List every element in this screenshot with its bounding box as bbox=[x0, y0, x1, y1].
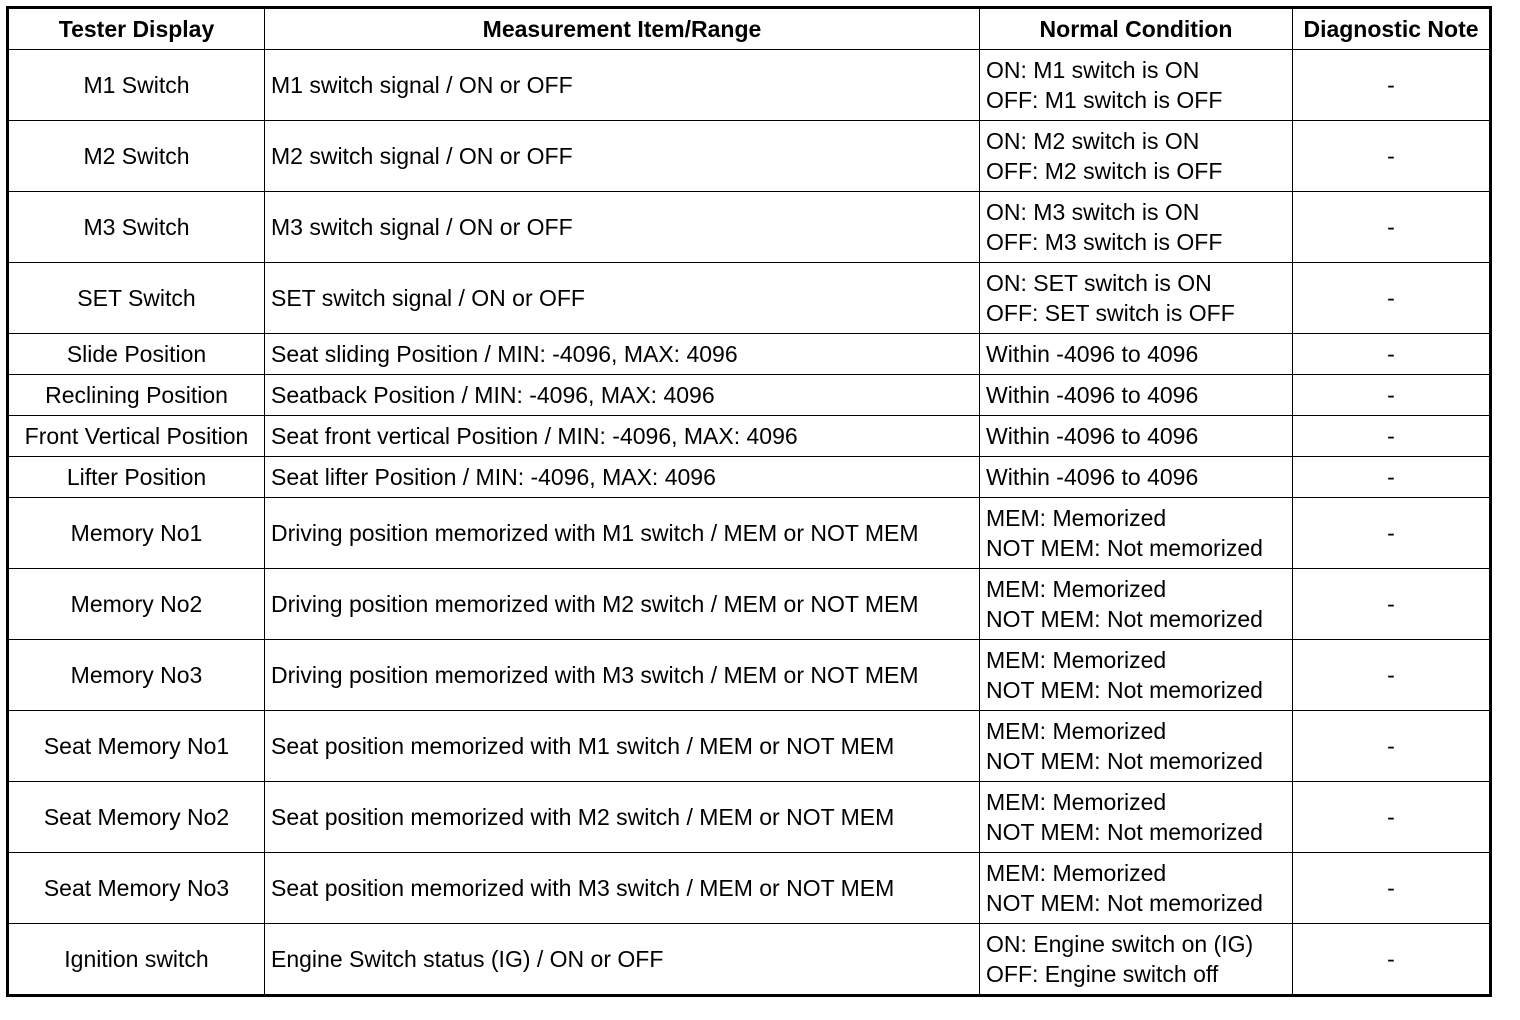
cell-diagnostic-note: - bbox=[1293, 263, 1491, 334]
cell-tester-display: Reclining Position bbox=[8, 375, 265, 416]
cell-measurement-item: Seat lifter Position / MIN: -4096, MAX: 4096 bbox=[265, 457, 980, 498]
cell-tester-display: M2 Switch bbox=[8, 121, 265, 192]
header-diagnostic-note: Diagnostic Note bbox=[1293, 8, 1491, 50]
condition-line-1: Within -4096 to 4096 bbox=[986, 464, 1199, 490]
condition-line-2: NOT MEM: Not memorized bbox=[986, 677, 1263, 703]
cell-tester-display: SET Switch bbox=[8, 263, 265, 334]
cell-measurement-item: M2 switch signal / ON or OFF bbox=[265, 121, 980, 192]
table-row bbox=[8, 853, 1491, 924]
cell-tester-display: Seat Memory No2 bbox=[8, 782, 265, 853]
cell-normal-condition bbox=[980, 192, 1293, 263]
cell-tester-display: Seat Memory No1 bbox=[8, 711, 265, 782]
cell-measurement-item: Seat position memorized with M1 switch / MEM or NOT MEM bbox=[265, 711, 980, 782]
table-row bbox=[8, 498, 1491, 569]
cell-tester-display: Memory No2 bbox=[8, 569, 265, 640]
header-tester-display: Tester Display bbox=[8, 8, 265, 50]
cell-tester-display: Front Vertical Position bbox=[8, 416, 265, 457]
cell-diagnostic-note: - bbox=[1293, 50, 1491, 121]
cell-diagnostic-note: - bbox=[1293, 711, 1491, 782]
table-row bbox=[8, 263, 1491, 334]
condition-line-1: MEM: Memorized bbox=[986, 718, 1167, 744]
condition-line-1: ON: Engine switch on (IG) bbox=[986, 931, 1254, 957]
cell-tester-display: Ignition switch bbox=[8, 924, 265, 996]
condition-line-1: ON: M2 switch is ON bbox=[986, 128, 1200, 154]
header-row bbox=[8, 8, 1491, 50]
cell-tester-display: Memory No1 bbox=[8, 498, 265, 569]
cell-measurement-item: Seat position memorized with M2 switch / MEM or NOT MEM bbox=[265, 782, 980, 853]
cell-diagnostic-note: - bbox=[1293, 640, 1491, 711]
cell-normal-condition bbox=[980, 334, 1293, 375]
cell-measurement-item: SET switch signal / ON or OFF bbox=[265, 263, 980, 334]
cell-normal-condition bbox=[980, 569, 1293, 640]
condition-line-1: MEM: Memorized bbox=[986, 789, 1167, 815]
condition-line-2: NOT MEM: Not memorized bbox=[986, 535, 1263, 561]
condition-line-1: Within -4096 to 4096 bbox=[986, 382, 1199, 408]
cell-normal-condition bbox=[980, 457, 1293, 498]
table-row bbox=[8, 50, 1491, 121]
cell-normal-condition bbox=[980, 782, 1293, 853]
condition-line-2: OFF: M3 switch is OFF bbox=[986, 229, 1223, 255]
table-row bbox=[8, 640, 1491, 711]
cell-diagnostic-note: - bbox=[1293, 192, 1491, 263]
header-measurement-item: Measurement Item/Range bbox=[265, 8, 980, 50]
cell-diagnostic-note: - bbox=[1293, 782, 1491, 853]
cell-normal-condition bbox=[980, 263, 1293, 334]
table-row bbox=[8, 375, 1491, 416]
table-body bbox=[8, 50, 1491, 996]
condition-line-1: ON: M1 switch is ON bbox=[986, 57, 1200, 83]
condition-line-2: OFF: M2 switch is OFF bbox=[986, 158, 1223, 184]
condition-line-2: NOT MEM: Not memorized bbox=[986, 819, 1263, 845]
cell-measurement-item: Seat position memorized with M3 switch / MEM or NOT MEM bbox=[265, 853, 980, 924]
cell-diagnostic-note: - bbox=[1293, 121, 1491, 192]
cell-normal-condition bbox=[980, 416, 1293, 457]
cell-measurement-item: Driving position memorized with M2 switch / MEM or NOT MEM bbox=[265, 569, 980, 640]
table-row bbox=[8, 334, 1491, 375]
condition-line-1: MEM: Memorized bbox=[986, 505, 1167, 531]
cell-normal-condition bbox=[980, 498, 1293, 569]
cell-normal-condition bbox=[980, 924, 1293, 996]
table-row bbox=[8, 457, 1491, 498]
cell-normal-condition bbox=[980, 711, 1293, 782]
cell-diagnostic-note: - bbox=[1293, 375, 1491, 416]
condition-line-2: NOT MEM: Not memorized bbox=[986, 606, 1263, 632]
cell-diagnostic-note: - bbox=[1293, 334, 1491, 375]
table-row bbox=[8, 192, 1491, 263]
condition-line-2: OFF: SET switch is OFF bbox=[986, 300, 1235, 326]
cell-tester-display: Seat Memory No3 bbox=[8, 853, 265, 924]
condition-line-1: Within -4096 to 4096 bbox=[986, 423, 1199, 449]
table-row bbox=[8, 924, 1491, 996]
condition-line-1: MEM: Memorized bbox=[986, 860, 1167, 886]
cell-diagnostic-note: - bbox=[1293, 498, 1491, 569]
cell-diagnostic-note: - bbox=[1293, 416, 1491, 457]
condition-line-1: ON: M3 switch is ON bbox=[986, 199, 1200, 225]
condition-line-2: OFF: Engine switch off bbox=[986, 961, 1219, 987]
cell-tester-display: Memory No3 bbox=[8, 640, 265, 711]
cell-measurement-item: Seatback Position / MIN: -4096, MAX: 4096 bbox=[265, 375, 980, 416]
cell-measurement-item: Driving position memorized with M1 switch / MEM or NOT MEM bbox=[265, 498, 980, 569]
cell-diagnostic-note: - bbox=[1293, 924, 1491, 996]
cell-measurement-item: Seat front vertical Position / MIN: -4096, MAX: 4096 bbox=[265, 416, 980, 457]
cell-normal-condition bbox=[980, 853, 1293, 924]
condition-line-2: NOT MEM: Not memorized bbox=[986, 748, 1263, 774]
cell-diagnostic-note: - bbox=[1293, 569, 1491, 640]
table-row bbox=[8, 569, 1491, 640]
cell-tester-display: Slide Position bbox=[8, 334, 265, 375]
cell-normal-condition bbox=[980, 375, 1293, 416]
cell-diagnostic-note: - bbox=[1293, 853, 1491, 924]
table-row bbox=[8, 416, 1491, 457]
cell-normal-condition bbox=[980, 121, 1293, 192]
tester-data-table bbox=[6, 6, 1492, 997]
table-row bbox=[8, 711, 1491, 782]
cell-tester-display: M3 Switch bbox=[8, 192, 265, 263]
table-row bbox=[8, 121, 1491, 192]
table-row bbox=[8, 782, 1491, 853]
condition-line-2: NOT MEM: Not memorized bbox=[986, 890, 1263, 916]
cell-tester-display: M1 Switch bbox=[8, 50, 265, 121]
cell-tester-display: Lifter Position bbox=[8, 457, 265, 498]
condition-line-1: MEM: Memorized bbox=[986, 576, 1167, 602]
cell-measurement-item: Driving position memorized with M3 switch / MEM or NOT MEM bbox=[265, 640, 980, 711]
cell-normal-condition bbox=[980, 50, 1293, 121]
cell-diagnostic-note: - bbox=[1293, 457, 1491, 498]
condition-line-2: OFF: M1 switch is OFF bbox=[986, 87, 1223, 113]
cell-normal-condition bbox=[980, 640, 1293, 711]
condition-line-1: ON: SET switch is ON bbox=[986, 270, 1212, 296]
header-normal-condition: Normal Condition bbox=[980, 8, 1293, 50]
condition-line-1: Within -4096 to 4096 bbox=[986, 341, 1199, 367]
cell-measurement-item: M1 switch signal / ON or OFF bbox=[265, 50, 980, 121]
cell-measurement-item: Engine Switch status (IG) / ON or OFF bbox=[265, 924, 980, 996]
cell-measurement-item: M3 switch signal / ON or OFF bbox=[265, 192, 980, 263]
condition-line-1: MEM: Memorized bbox=[986, 647, 1167, 673]
cell-measurement-item: Seat sliding Position / MIN: -4096, MAX: 4096 bbox=[265, 334, 980, 375]
